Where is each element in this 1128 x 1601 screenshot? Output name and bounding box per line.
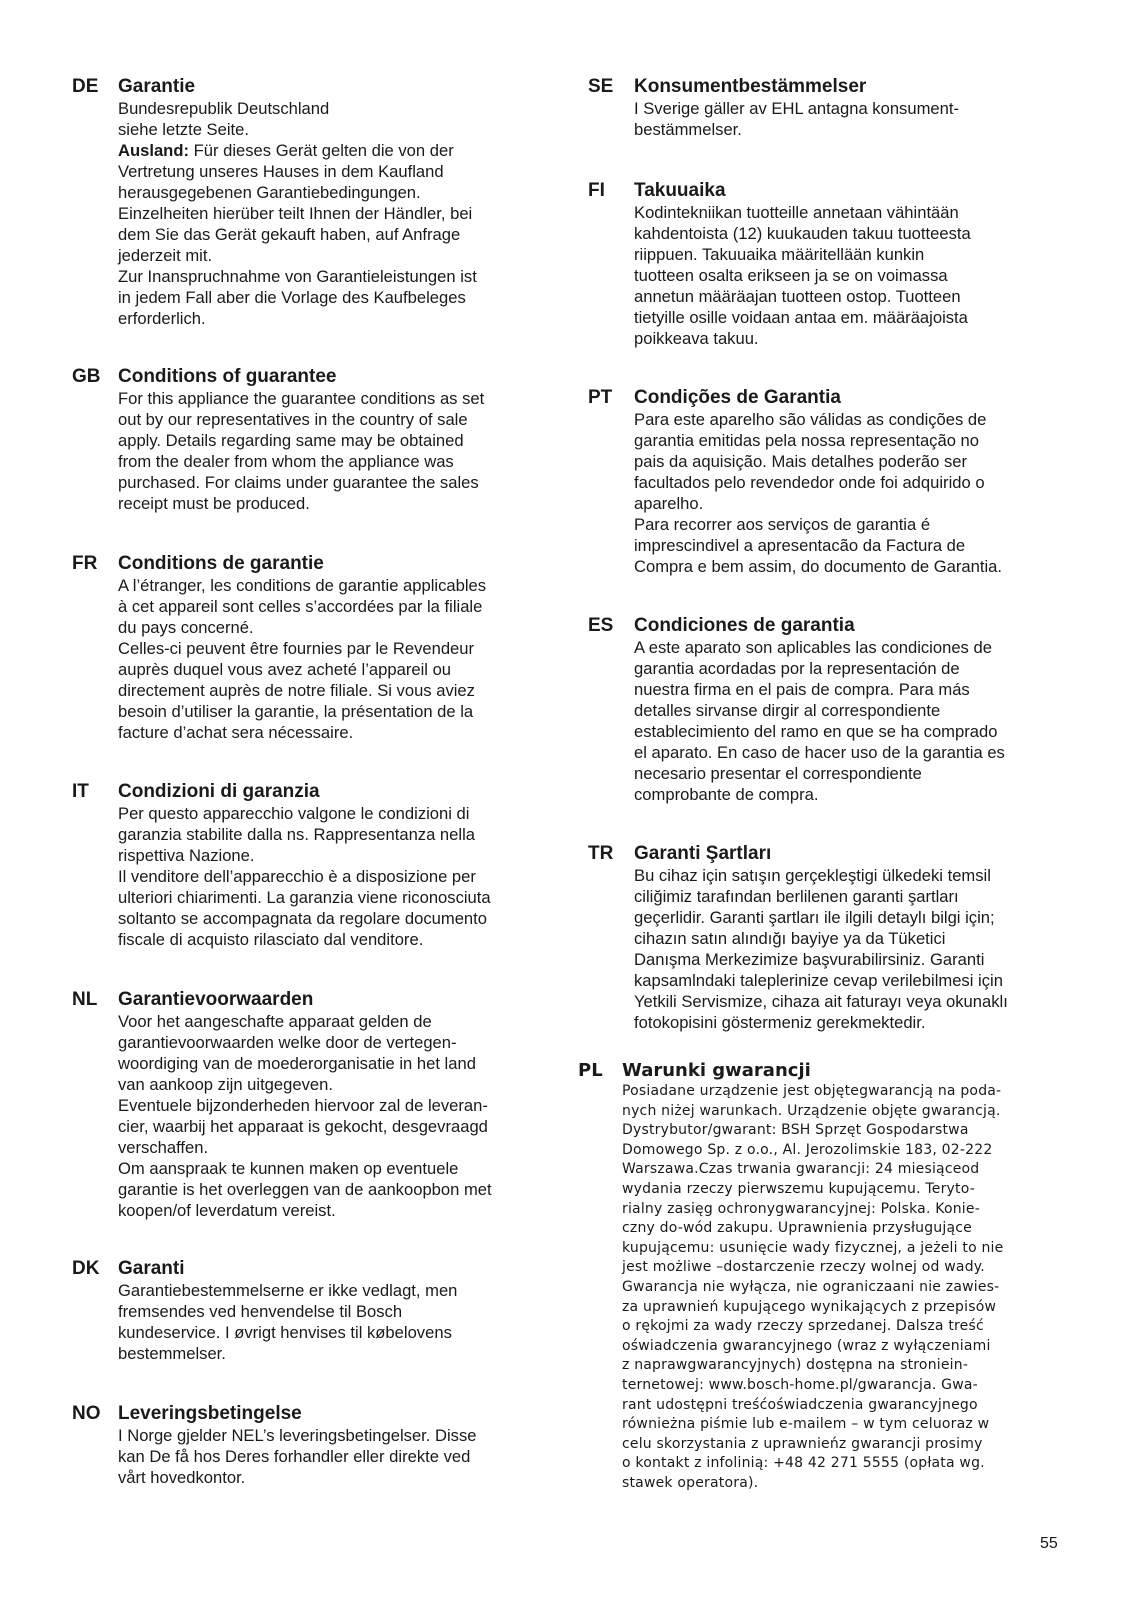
text-line: garanzia stabilite dalla ns. Rappresentanza nella xyxy=(118,825,475,844)
text-line: cihazın satın alındığı bayiye ya da Tüketici xyxy=(634,929,946,948)
text-line: za uprawnień kupującego wynikających z przepisów xyxy=(622,1298,997,1315)
section-body xyxy=(118,1280,550,1364)
text-line: detalles sirvanse dirgir al correspondiente xyxy=(634,701,941,720)
section-title: Garantie xyxy=(118,76,196,97)
text-line: annetun määräajan tuotteen ostop. Tuotteen xyxy=(634,287,961,306)
section-body xyxy=(118,575,550,743)
section-body xyxy=(118,803,550,950)
text-line: directement auprès de notre filiale. Si vous aviez xyxy=(118,681,475,700)
text-line: Voor het aangeschafte apparaat gelden de xyxy=(118,1012,432,1031)
text-line: purchased. For claims under guarantee the sales xyxy=(118,473,479,492)
text-line: besoin d’utiliser la garantie, la présentation de la xyxy=(118,702,474,721)
text-line: aparelho. xyxy=(634,494,704,513)
text-line: Celles-ci peuvent être fournies par le Revendeur xyxy=(118,639,475,658)
text-line: auprès duquel vous avez acheté l’appareil ou xyxy=(118,660,452,679)
text-line: stawek operatora). xyxy=(622,1474,759,1491)
text-line: Domowego Sp. z o.o., Al. Jerozolimskie 183, 02-222 xyxy=(622,1141,993,1158)
section-body xyxy=(118,1011,550,1221)
text-line: herausgegebenen Garantiebedingungen. xyxy=(118,183,421,202)
text-line: imprescindivel a apresentacão da Factura de xyxy=(634,536,966,555)
text-line: bestämmelser. xyxy=(634,120,742,139)
text-line: apply. Details regarding same may be obtained xyxy=(118,431,464,450)
text-line: ciliğimiz tarafından berlilenen garanti şartları xyxy=(634,887,959,906)
text-line: vårt hovedkontor. xyxy=(118,1468,246,1487)
section-title: Leveringsbetingelse xyxy=(118,1403,302,1424)
text-line: Il venditore dell’apparecchio è a disposizione per xyxy=(118,867,476,886)
text-line: A este aparato son aplicables las condiciones de xyxy=(634,638,992,657)
text-line: Dystrybutor/gwarant: BSH Sprzęt Gospodarstwa xyxy=(622,1122,969,1139)
section-heading xyxy=(72,781,550,803)
text-line: A l’étranger, les conditions de garantie applicables xyxy=(118,576,487,595)
language-code: DK xyxy=(72,1258,100,1279)
section-body xyxy=(622,1082,1073,1493)
language-code: PL xyxy=(578,1060,603,1081)
text-line: rialny zasięg ochronygwarancyjnej: Polska. Konie- xyxy=(622,1200,980,1217)
text-line: bestemmelser. xyxy=(118,1344,226,1363)
language-code: NL xyxy=(72,989,98,1010)
text-line: comprobante de compra. xyxy=(634,785,819,804)
section-body xyxy=(118,388,550,514)
text-line: Einzelheiten hierüber teilt Ihnen der Händler, bei xyxy=(118,204,473,223)
text-line: rant udostępni treśćoświadczenia gwarancyjnego xyxy=(622,1396,978,1413)
text-line: z naprawgwarancyjnych) dostępna na stroniein- xyxy=(622,1357,969,1374)
section-es xyxy=(588,615,1073,805)
section-heading xyxy=(578,1060,1073,1082)
section-title: Conditions of guarantee xyxy=(118,366,337,387)
text-line: For this appliance the guarantee conditions as set xyxy=(118,389,485,408)
text-line: pais da aquisição. Mais detalhes poderão ser xyxy=(634,452,968,471)
text-line: Garantiebestemmelserne er ikke vedlagt, men xyxy=(118,1281,458,1300)
text-line: kan De få hos Deres forhandler eller direkte ved xyxy=(118,1447,471,1466)
text-line: Per questo apparecchio valgone le condizioni di xyxy=(118,804,470,823)
section-title: Garanti xyxy=(118,1258,185,1279)
language-code: PT xyxy=(588,387,613,408)
text-line: kahdentoista (12) kuukauden takuu tuotteesta xyxy=(634,224,971,243)
text-line: kapsamlndaki taleplerinize cevap verilebilmesi için xyxy=(634,971,1003,990)
text-line: kundeservice. I øvrigt henvises til købelovens xyxy=(118,1323,452,1342)
text-line: garantia acordadas por la representación de xyxy=(634,659,960,678)
section-body xyxy=(634,98,1073,140)
text-line: Warszawa.Czas trwania gwarancji: 24 miesiąceod xyxy=(622,1161,980,1178)
text-line: fiscale di acquisto rilasciato dal venditore. xyxy=(118,930,424,949)
text-line: Bu cihaz için satışın gerçekleştigi ülkedeki temsil xyxy=(634,866,991,885)
language-code: TR xyxy=(588,843,614,864)
language-code: IT xyxy=(72,781,89,802)
section-body xyxy=(634,409,1073,577)
language-code: ES xyxy=(588,615,614,636)
text-line: necesario presentar el correspondiente xyxy=(634,764,922,783)
text-line: czny do-wód zakupu. Uprawnienia przysługujące xyxy=(622,1220,972,1237)
section-se xyxy=(588,76,1073,140)
text-line: Om aanspraak te kunnen maken op eventuele xyxy=(118,1159,459,1178)
text-line: à cet appareil sont celles s’accordées par la filiale xyxy=(118,597,483,616)
text-line: fotokopisini göstermeniz gerekmektedir. xyxy=(634,1013,926,1032)
language-code: GB xyxy=(72,366,101,387)
text-line: geçerlidir. Garanti şartları ile ilgili detaylı bilgi için; xyxy=(634,908,995,927)
text-line: cier, waarbij het apparaat is gekocht, desgevraagd xyxy=(118,1117,488,1136)
text-line: garantie is het overleggen van de aankoopbon met xyxy=(118,1180,492,1199)
language-code: FR xyxy=(72,553,98,574)
text-line: równieżna piśmie lub e-mailem – w tym celuoraz w xyxy=(622,1416,990,1433)
text-line: dem Sie das Gerät gekauft haben, auf Anfrage xyxy=(118,225,461,244)
text-line: tuotteen osalta erikseen ja se on voimassa xyxy=(634,266,948,285)
text-line: koopen/of leverdatum vereist. xyxy=(118,1201,336,1220)
section-pt xyxy=(588,387,1073,577)
text-line: Gwarancja nie wyłącza, nie ograniczaani nie zawies- xyxy=(622,1278,1000,1295)
text-line: nych niżej warunkach. Urządzenie objęte gwarancją. xyxy=(622,1102,1001,1119)
text-line: wydania rzeczy pierwszemu kupującemu. Teryto- xyxy=(622,1180,975,1197)
text-line: du pays concerné. xyxy=(118,618,254,637)
text-line: ternetowej: www.bosch-home.pl/gwarancja. Gwa- xyxy=(622,1376,978,1393)
text-line: Compra e bem assim, do documento de Garantia. xyxy=(634,557,1003,576)
language-code: NO xyxy=(72,1403,101,1424)
section-title: Takuuaika xyxy=(634,180,726,201)
text-line: kupującemu: usunięcie wady fizycznej, a jeżeli to nie xyxy=(622,1239,1004,1256)
section-tr xyxy=(588,843,1073,1033)
section-title: Garantievoorwaarden xyxy=(118,989,314,1010)
text-line: erforderlich. xyxy=(118,309,206,328)
section-de xyxy=(72,76,550,329)
text-line: garantia emitidas pela nossa representação no xyxy=(634,431,980,450)
text-line: Ausland: Für dieses Gerät gelten die von der xyxy=(118,141,454,160)
section-pl xyxy=(578,1060,1073,1493)
text-line: woordiging van de moederorganisatie in het land xyxy=(118,1054,476,1073)
section-heading xyxy=(72,76,550,98)
language-code: FI xyxy=(588,180,605,201)
section-heading xyxy=(72,1403,550,1425)
section-gb xyxy=(72,366,550,514)
section-body xyxy=(118,98,550,329)
text-line: rispettiva Nazione. xyxy=(118,846,255,865)
section-no xyxy=(72,1403,550,1488)
section-body xyxy=(118,1425,550,1488)
section-heading xyxy=(72,989,550,1011)
text-line: I Norge gjelder NEL’s leveringsbetingelser. Disse xyxy=(118,1426,477,1445)
section-title: Conditions de garantie xyxy=(118,553,324,574)
section-title: Condições de Garantia xyxy=(634,387,841,408)
text-line: Zur Inanspruchnahme von Garantieleistungen ist xyxy=(118,267,477,286)
section-fr xyxy=(72,553,550,743)
section-heading xyxy=(72,553,550,575)
text-line: out by our representatives in the country of sale xyxy=(118,410,468,429)
section-title: Garanti Şartları xyxy=(634,843,772,864)
text-line: Bundesrepublik Deutschland xyxy=(118,99,330,118)
section-title: Warunki gwarancji xyxy=(622,1060,811,1081)
section-heading xyxy=(72,1258,550,1280)
section-heading xyxy=(588,387,1073,409)
section-heading xyxy=(588,843,1073,865)
text-line: verschaffen. xyxy=(118,1138,209,1157)
text-line: el aparato. En caso de hacer uso de la garantia es xyxy=(634,743,1005,762)
text-line: celu skorzystania z uprawnieńz gwarancji prosimy xyxy=(622,1435,983,1452)
text-line: facultados pelo revendedor onde foi adquirido o xyxy=(634,473,985,492)
section-heading xyxy=(588,180,1073,202)
section-title: Condiciones de garantia xyxy=(634,615,855,636)
section-heading xyxy=(588,76,1073,98)
text-line: jederzeit mit. xyxy=(118,246,213,265)
text-line: in jedem Fall aber die Vorlage des Kaufbeleges xyxy=(118,288,466,307)
language-code: SE xyxy=(588,76,614,97)
section-body xyxy=(634,202,1073,349)
text-line: Danışma Merkezimize başvurabilirsiniz. Garanti xyxy=(634,950,985,969)
text-line: van aankoop zijn uitgegeven. xyxy=(118,1075,333,1094)
text-line: tietyille osille voidaan antaa em. määräajoista xyxy=(634,308,968,327)
text-line: Para este aparelho são válidas as condições de xyxy=(634,410,987,429)
text-line: Vertretung unseres Hauses in dem Kaufland xyxy=(118,162,444,181)
text-line: riippuen. Takuuaika määritellään kunkin xyxy=(634,245,925,264)
text-line: receipt must be produced. xyxy=(118,494,310,513)
text-line: Yetkili Servismize, cihaza ait faturayı veya okunaklı xyxy=(634,992,1008,1011)
text-line: garantievoorwaarden welke door de vertegen- xyxy=(118,1033,457,1052)
text-line: soltanto se accompagnata da regolare documento xyxy=(118,909,487,928)
text-line: Para recorrer aos serviços de garantia é xyxy=(634,515,931,534)
text-line: Eventuele bijzonderheden hiervoor zal de leveran- xyxy=(118,1096,488,1115)
text-line: poikkeava takuu. xyxy=(634,329,759,348)
text-line: I Sverige gäller av EHL antagna konsument- xyxy=(634,99,959,118)
section-nl xyxy=(72,989,550,1221)
text-line: establecimiento del ramo en que se ha comprado xyxy=(634,722,998,741)
text-line: o rękojmi za wady rzeczy sprzedanej. Dalsza treść xyxy=(622,1318,984,1335)
text-line: fremsendes ved henvendelse til Bosch xyxy=(118,1302,403,1321)
section-heading xyxy=(72,366,550,388)
language-code: DE xyxy=(72,76,99,97)
text-line: from the dealer from whom the appliance was xyxy=(118,452,454,471)
text-line: jest możliwe –dostarczenie rzeczy wolnej od wady. xyxy=(622,1259,985,1276)
text-line: facture d’achat sera nécessaire. xyxy=(118,723,354,742)
section-title: Condizioni di garanzia xyxy=(118,781,320,802)
section-fi xyxy=(588,180,1073,349)
text-line: ulteriori chiarimenti. La garanzia viene riconosciuta xyxy=(118,888,491,907)
text-line: Posiadane urządzenie jest objętegwarancją na poda- xyxy=(622,1083,1002,1099)
section-title: Konsumentbestämmelser xyxy=(634,76,867,97)
text-line: oświadczenia gwarancyjnego (wraz z wyłączeniami xyxy=(622,1337,991,1354)
section-body xyxy=(634,637,1073,805)
section-dk xyxy=(72,1258,550,1364)
text-line: Kodintekniikan tuotteille annetaan vähintään xyxy=(634,203,959,222)
section-heading xyxy=(588,615,1073,637)
text-line: o kontakt z infolinią: +48 42 271 5555 (opłata wg. xyxy=(622,1455,985,1472)
text-line: siehe letzte Seite. xyxy=(118,120,249,139)
text-line: nuestra firma en el pais de compra. Para más xyxy=(634,680,970,699)
section-body xyxy=(634,865,1073,1033)
page-number: 55 xyxy=(1040,1535,1058,1552)
section-it xyxy=(72,781,550,950)
